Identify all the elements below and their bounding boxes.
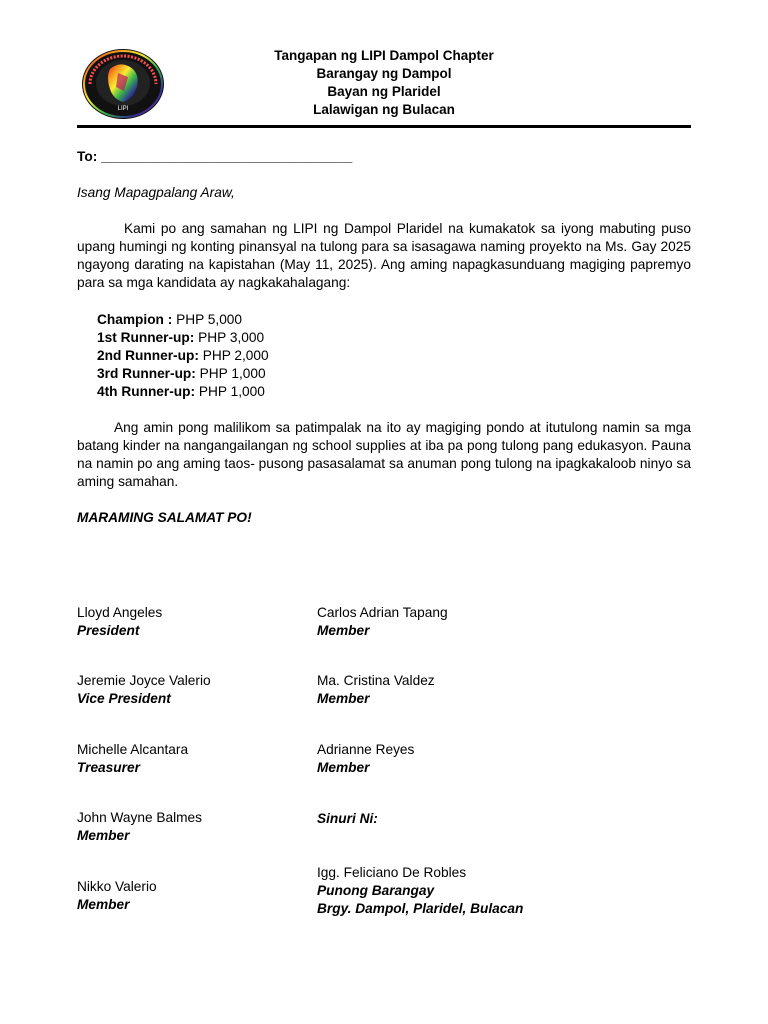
header-line-4: Lalawigan ng Bulacan	[313, 102, 455, 117]
header-line-1: Tangapan ng LIPI Dampol Chapter	[274, 48, 494, 63]
signatory-name: Carlos Adrian Tapang	[317, 605, 448, 620]
signatory-name: Jeremie Joyce Valerio	[77, 673, 211, 688]
signatory-role: Member	[317, 623, 370, 638]
header-rule	[77, 125, 691, 128]
prize-item: 1st Runner-up: PHP 3,000	[97, 330, 265, 345]
signatory-role: Member	[317, 691, 370, 706]
prize-item: 3rd Runner-up: PHP 1,000	[97, 366, 266, 381]
reviewer-address: Brgy. Dampol, Plaridel, Bulacan	[317, 901, 524, 916]
header-line-3: Bayan ng Plaridel	[327, 84, 441, 99]
paragraph-purpose: Ang amin pong malilikom sa patimpalak na ito ay magiging pondo at itutulong namin sa mga batang kinder na nangangailangan ng school supplies at iba pa pong tulong pang edukasyon. Pauna na namin po ang aming taos- pusong pasasalamat sa anuman pong tulong na ipagkakaloob ninyo sa aming samahan.	[77, 420, 691, 489]
prize-item: 4th Runner-up: PHP 1,000	[97, 384, 265, 399]
signatory-role: Member	[77, 828, 130, 843]
greeting: Isang Mapagpalang Araw,	[77, 185, 235, 200]
closing-line: MARAMING SALAMAT PO!	[77, 510, 252, 525]
signatory-name: John Wayne Balmes	[77, 810, 203, 825]
signatory-name: Ma. Cristina Valdez	[317, 673, 435, 688]
signatory-name: Michelle Alcantara	[77, 742, 189, 757]
reviewer-name: Igg. Feliciano De Robles	[317, 865, 467, 880]
to-line: To: _________________________________	[77, 149, 353, 164]
signatory-name: Lloyd Angeles	[77, 605, 163, 620]
prize-item: 2nd Runner-up: PHP 2,000	[97, 348, 269, 363]
signatory-role: Member	[317, 760, 370, 775]
signatory-name: Adrianne Reyes	[317, 742, 415, 757]
prize-item: Champion : PHP 5,000	[97, 312, 243, 327]
signatory-name: Nikko Valerio	[77, 879, 157, 894]
svg-text:LIPI: LIPI	[117, 106, 129, 112]
signatory-role: Treasurer	[77, 760, 140, 775]
paragraph-intro: Kami po ang samahan ng LIPI ng Dampol Plaridel na kumakatok sa iyong mabuting puso upang humingi ng konting pinansyal na tulong para sa isasagawa naming proyekto na Ms. Gay 2025 ngayong darating na kapistahan (May 11, 2025). Ang aming napagkasunduang magiging papremyo para sa mga kandidata ay nagkakahalagang:	[77, 221, 691, 290]
signatory-role: Vice President	[77, 691, 171, 706]
reviewer-heading: Sinuri Ni:	[317, 811, 378, 826]
signatory-role: Member	[77, 897, 130, 912]
reviewer-title: Punong Barangay	[317, 883, 435, 898]
signatory-role: President	[77, 623, 140, 638]
header-line-2: Barangay ng Dampol	[316, 66, 452, 81]
